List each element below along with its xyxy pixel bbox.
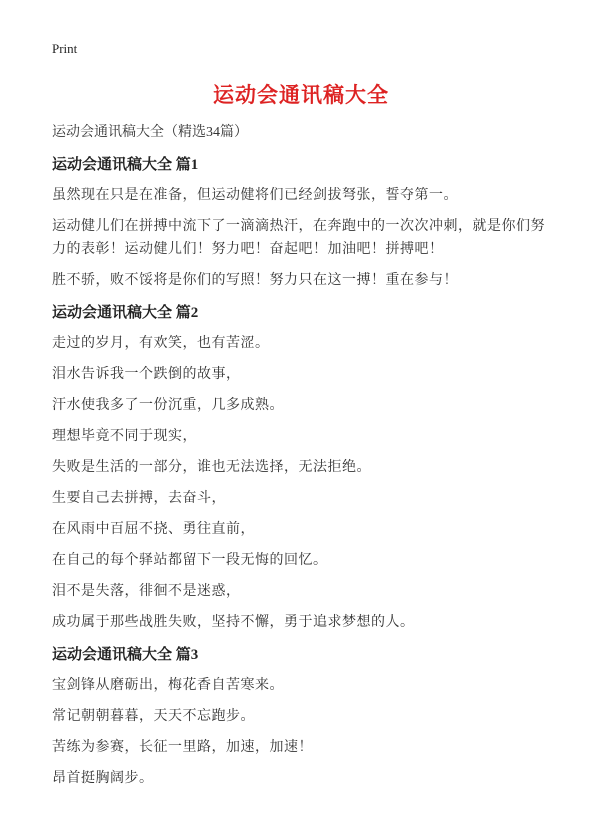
paragraph: 在自己的每个驿站都留下一段无悔的回忆。 [52,553,328,568]
section-1 [52,154,550,292]
paragraph: 胜不骄，败不馁将是你们的写照！努力只在这一搏！重在参与！ [52,273,458,288]
paragraph: 在风雨中百屈不挠、勇往直前， [52,522,255,537]
paragraph: 失败是生活的一部分，谁也无法选择，无法拒绝。 [52,460,371,475]
paragraph: 宝剑锋从磨砺出，梅花香自苦寒来。 [52,678,284,693]
paragraph: 苦练为参赛，长征一里路，加速，加速！ [52,740,313,755]
paragraph: 成功属于那些战胜失败，坚持不懈，勇于追求梦想的人。 [52,615,415,630]
paragraph: 理想毕竟不同于现实， [52,429,197,444]
section-2 [52,302,550,634]
paragraph: 泪水告诉我一个跌倒的故事， [52,367,241,382]
section-2-heading: 运动会通讯稿大全 篇2 [52,305,199,321]
paragraph: 泪不是失落，徘徊不是迷惑， [52,584,241,599]
paragraph: 汗水使我多了一份沉重，几多成熟。 [52,398,284,413]
paragraph: 常记朝朝暮暮，天天不忘跑步。 [52,709,255,724]
subtitle: 运动会通讯稿大全（精选34篇） [52,125,248,140]
section-1-heading: 运动会通讯稿大全 篇1 [52,157,199,173]
paragraph: 昂首挺胸阔步。 [52,771,154,786]
paragraph: 走过的岁月，有欢笑，也有苦涩。 [52,336,270,351]
print-link[interactable]: Print [52,41,78,56]
paragraph: 虽然现在只是在准备，但运动健将们已经剑拔弩张，誓夺第一。 [52,188,458,203]
paragraph: 运动健儿们在拼搏中流下了一滴滴热汗，在奔跑中的一次次冲刺，就是你们努力的表彰！运动健儿们！努力吧！奋起吧！加油吧！拼搏吧！ [52,219,545,257]
section-3 [52,644,550,790]
paragraph: 生要自己去拼搏，去奋斗， [52,491,226,506]
page-title: 运动会通讯稿大全 [213,83,389,107]
section-3-heading: 运动会通讯稿大全 篇3 [52,647,199,663]
